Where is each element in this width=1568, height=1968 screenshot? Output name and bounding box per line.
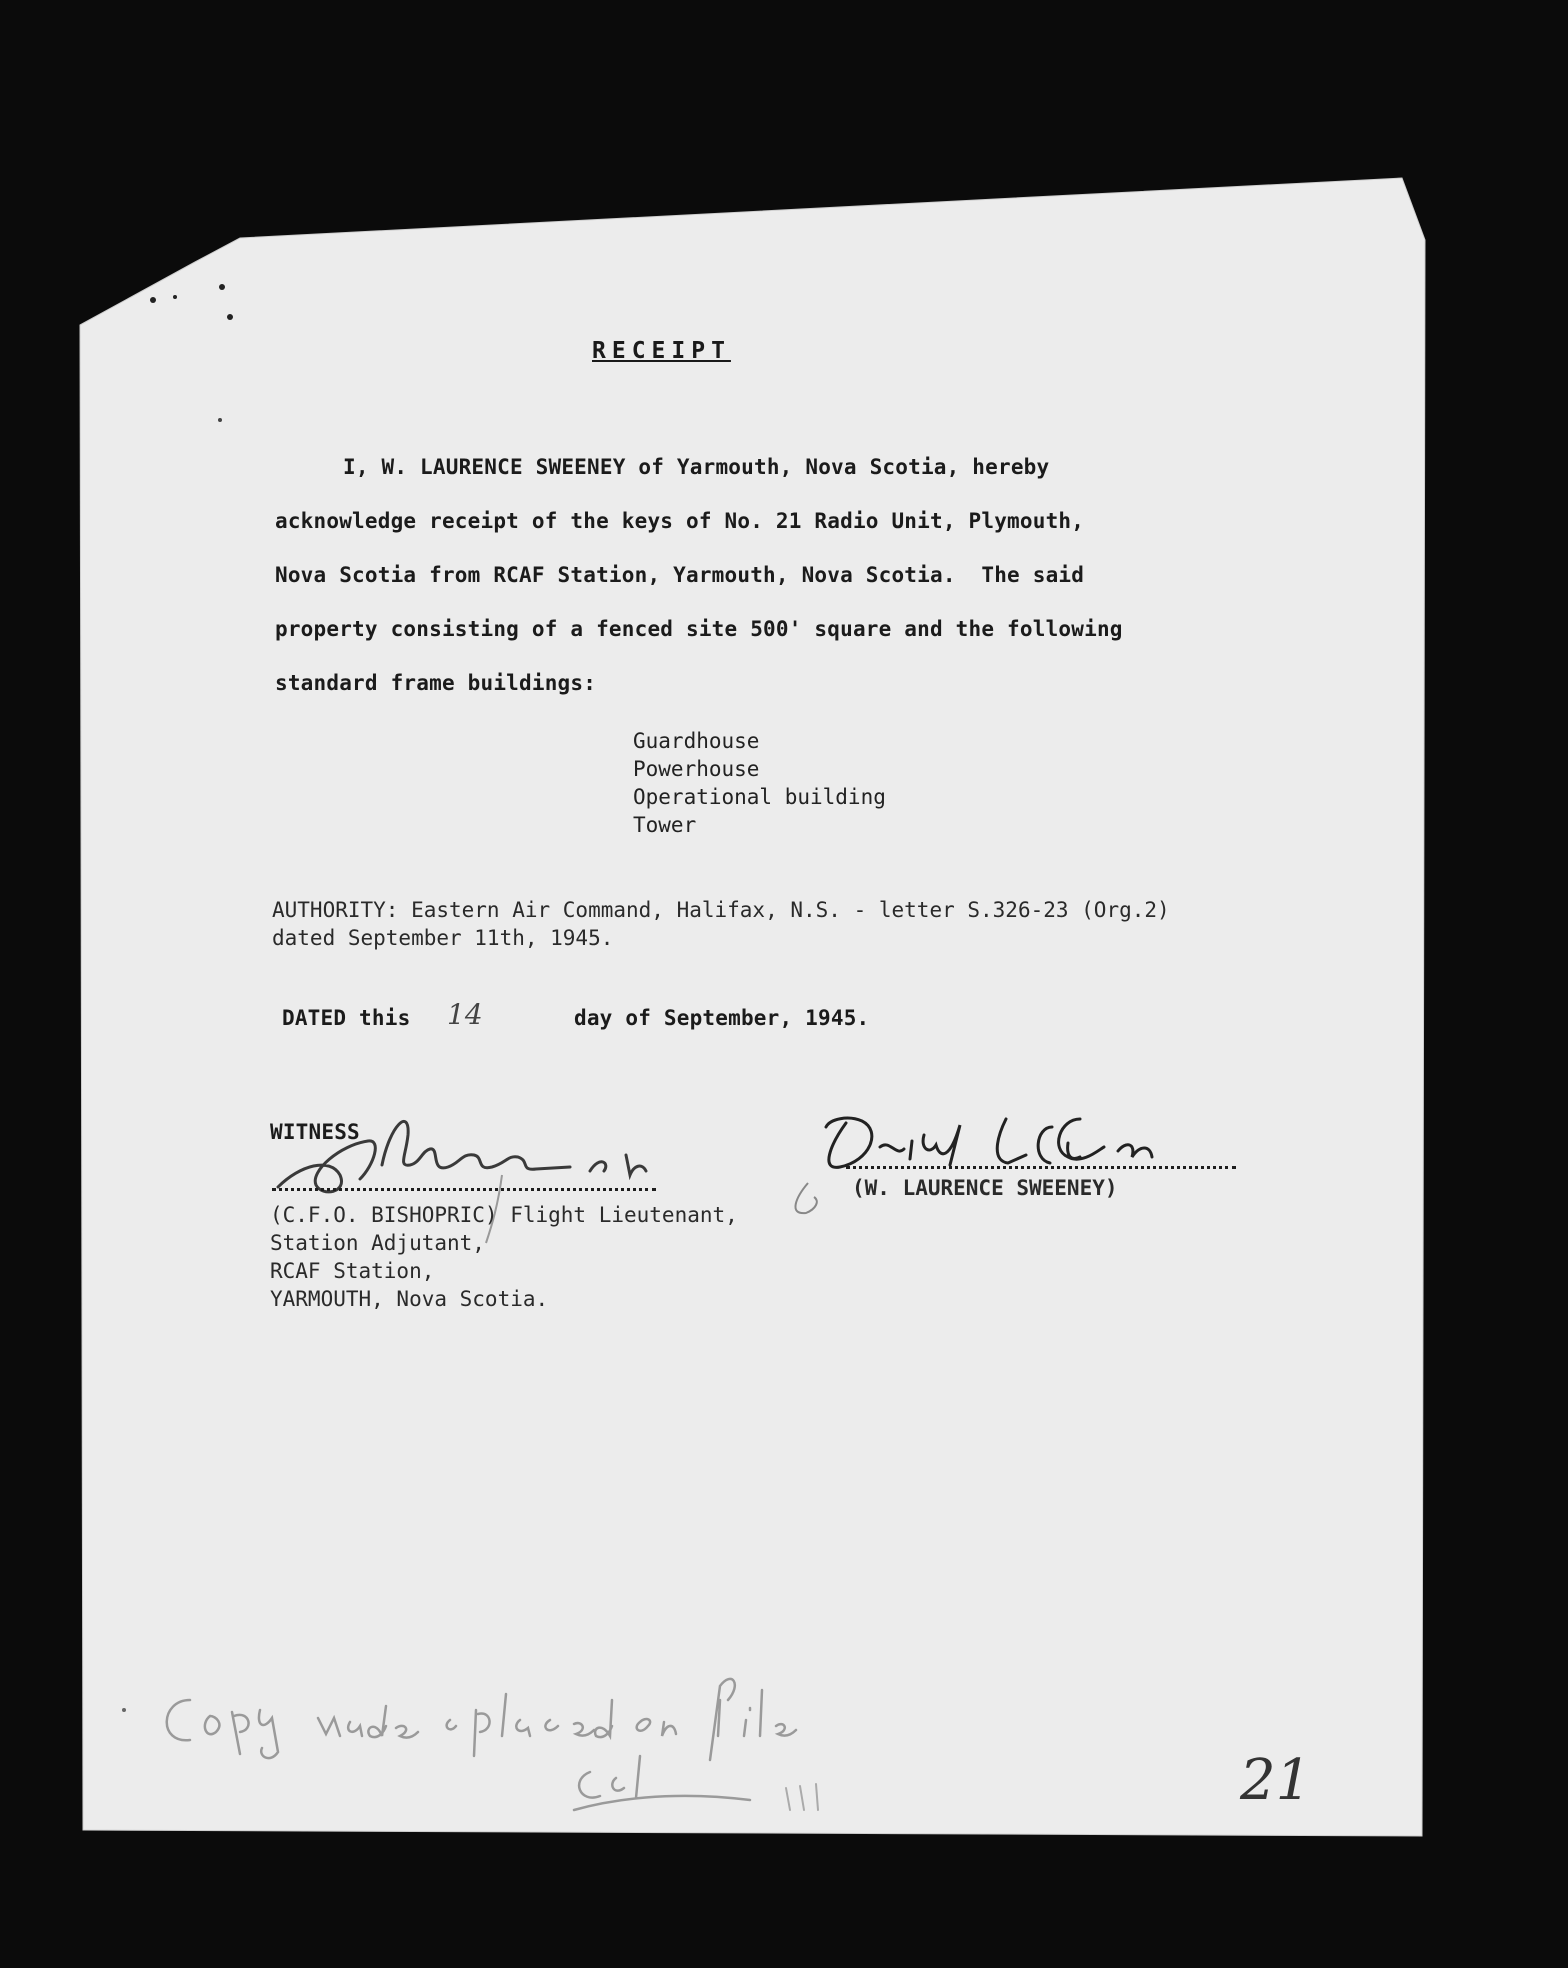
receipt-title: RECEIPT bbox=[592, 338, 731, 364]
witness-name-line: Station Adjutant, bbox=[270, 1231, 485, 1255]
witness-name-line: RCAF Station, bbox=[270, 1259, 435, 1283]
signatory-signature-line bbox=[846, 1166, 1236, 1169]
page-number-handwritten: 21 bbox=[1240, 1748, 1312, 1813]
witness-label: WITNESS bbox=[270, 1120, 360, 1144]
building-item: Tower bbox=[633, 813, 697, 837]
paragraph-line: Nova Scotia from RCAF Station, Yarmouth, Nova Scotia. The said bbox=[275, 563, 1085, 587]
paragraph-line: standard frame buildings: bbox=[275, 671, 597, 695]
paragraph-line: acknowledge receipt of the keys of No. 21 Radio Unit, Plymouth, bbox=[275, 509, 1085, 533]
paragraph-line: I, W. LAURENCE SWEENEY of Yarmouth, Nova Scotia, hereby bbox=[343, 455, 1050, 479]
signatory-name: (W. LAURENCE SWEENEY) bbox=[852, 1176, 1118, 1200]
witness-name-line: YARMOUTH, Nova Scotia. bbox=[270, 1287, 549, 1311]
building-item: Operational building bbox=[633, 785, 886, 809]
building-item: Powerhouse bbox=[633, 757, 760, 781]
witness-name-line: (C.F.O. BISHOPRIC) Flight Lieutenant, bbox=[270, 1203, 738, 1227]
authority-line: dated September 11th, 1945. bbox=[272, 926, 614, 950]
dated-day-handwritten: 14 bbox=[447, 998, 483, 1031]
building-item: Guardhouse bbox=[633, 729, 760, 753]
handwritten-note bbox=[150, 1660, 810, 1830]
authority-line: AUTHORITY: Eastern Air Command, Halifax, N.S. - letter S.326-23 (Org.2) bbox=[272, 898, 1170, 922]
witness-signature-line bbox=[272, 1188, 656, 1191]
dated-prefix: DATED this bbox=[282, 1006, 411, 1030]
paragraph-line: property consisting of a fenced site 500' square and the following bbox=[275, 617, 1123, 641]
dated-suffix: day of September, 1945. bbox=[574, 1006, 870, 1030]
